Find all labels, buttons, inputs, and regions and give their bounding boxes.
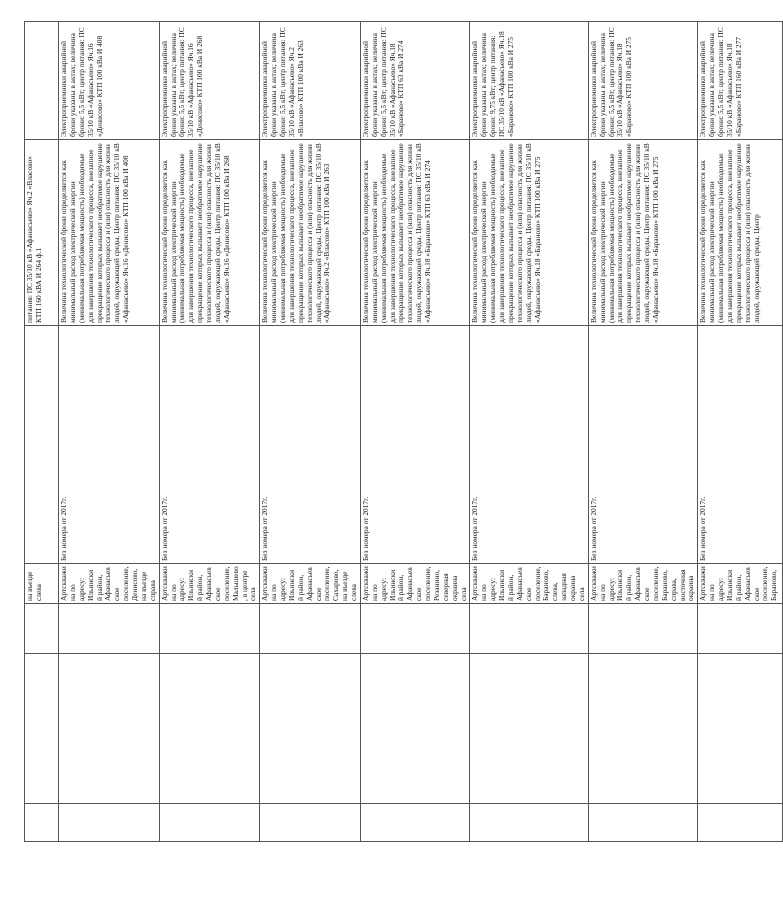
cell-empty [260,804,361,842]
table-row [698,22,783,842]
reason-text: Без номера от 2017г. [588,496,598,561]
cell-description [25,140,59,326]
cell-empty [698,804,783,842]
note-text: Электроприемники аварийной брони указаны в актах; величина брони: 5,5 кВт; центр питания: ПС 35/10 кВ «Афанасьево» Яч.18 «Бараново» КТП 100 кВа И 275 [588,27,634,137]
cell-address [470,564,588,604]
cell-address [159,564,260,604]
cell-description [470,140,588,326]
note-text: Электроприемники аварийной брони указаны в актах; величина брони: 5,5 кВт; центр питания: ПС 35/10 кВ «Афанасьево» Яч.16 «Денисово» КТП 100 кВа И 268 [159,27,205,137]
cell-empty [470,604,588,654]
cell-empty [25,604,59,654]
cell-empty [698,604,783,654]
cell-description [159,140,260,326]
cell-description [698,140,783,326]
cell-description [360,140,470,326]
note-text: Электроприемники аварийной брони указаны в актах; величина брони: 5,5 кВт; центр питания: ПС 35/10 кВ «Афанасьево» Яч.2 «Власово» КТП 100 кВа И 263 [260,27,305,137]
cell-address [588,564,698,604]
cell-empty [588,654,698,804]
reason-text: Без номера от 2017г. [470,496,480,561]
address-text: Артскважина по адресу: Ильинский район, Афанасьевское поселение, Резанино, северная окраина села [360,566,468,601]
cell-reason [470,326,588,564]
note-text: Электроприемники аварийной брони указаны в актах; величина брони: 5,5 кВт; центр питания: ПС 35/10 кВ «Афанасьево» Яч.18 «Бараново» КТП 63 кВа И 274 [360,27,406,137]
cell-empty [360,654,470,804]
cell-empty [698,654,783,804]
cell-empty [59,804,160,842]
cell-empty [588,604,698,654]
description-text: Величина технологической брони определяется как минимальный расход электрической энергии (минимальная потребляемая мощность) необходимые для завершения технологического процесса, внезапное прекращение которых вызывает необратимое нарушение технологического процесса и (или) опасность для жизни людей, окружающей среды. Центр питания: ПС 35/10 кВ «Афанасьево» Яч.18 «Бараново» КТП 100 кВа И 275 [588,143,660,323]
cell-empty [159,804,260,842]
cell-reason [159,326,260,564]
cell-empty [260,654,361,804]
cell-address [25,564,59,604]
table-row [588,22,698,842]
cell-empty [470,804,588,842]
cell-note [470,22,588,140]
emergency-reserve-table [24,21,783,842]
cell-note [698,22,783,140]
table-row [360,22,470,842]
cell-note [588,22,698,140]
cell-note [260,22,361,140]
rotated-table-container [24,22,779,842]
cell-empty [25,326,59,564]
table-row [159,22,260,842]
cell-empty [25,654,59,804]
address-text: Артскважина по адресу: Ильинский район, Афанасьевское поселение, Денисово, на въезде справа [59,566,157,601]
cell-empty [25,22,59,140]
cell-reason [588,326,698,564]
cell-empty [25,804,59,842]
table-row [470,22,588,842]
description-text: питания: ПС 35/10 кВ «Афанасьево» Яч.2 «Власово» КТП 160 кВА И 264 ф.1 [25,156,43,323]
cell-reason [698,326,783,564]
description-text: Величина технологической брони определяется как минимальный расход электрической энергии (минимальная потребляемая мощность) необходимые для завершения технологического процесса, внезапное прекращение которых вызывает необратимое нарушение технологического процесса и (или) опасность для жизни людей, окружающей среды. Центр питания: ПС 35/10 кВ «Афанасьево» Яч.18 «Бараново» КТП 100 кВа И 275 [470,143,542,323]
cell-description [588,140,698,326]
cell-description [260,140,361,326]
cell-empty [470,654,588,804]
reason-text: Без номера от 2017г. [159,496,169,561]
address-text: Артскважина по адресу: Ильинский район, Афанасьевское поселение, Бараново, [698,566,779,601]
cell-address [260,564,361,604]
cell-empty [588,804,698,842]
address-text: Артскважина по адресу: Ильинский район, Афанасьевское поселение, Бараново, слева, западная окраина села [470,566,586,601]
note-text: Электроприемники аварийной брони указаны в актах; величина брони: 5,5 кВт; центр питания: ПС 35/10 кВ «Афанасьево» Яч.18 «Бараново» КТП 160 кВа И 277 [698,27,743,137]
table-row [59,22,160,842]
note-text: Электроприемники аварийной брони указаны в актах; величина брони: 9,75 кВт; центр питания: ПС 35/10 кВ «Афанасьево» Яч.18 «Бараново» КТП 100 кВа И 275 [470,31,515,137]
cell-empty [260,604,361,654]
reason-text: Без номера от 2017г. [59,496,68,561]
description-text: Величина технологической брони определяется как минимальный расход электрической энергии (минимальная потребляемая мощность) необходимые для завершения технологического процесса, внезапное прекращение которых вызывает необратимое нарушение технологического процесса и (или) опасность для жизни людей, окружающей среды. Центр питания: ПС 35/10 кВ «Афанасьево» Яч.16 «Денисово» КТП 100 кВа И 408 [59,143,131,323]
cell-note [360,22,470,140]
cell-note [159,22,260,140]
cell-note [59,22,160,140]
description-text: Величина технологической брони определяется как минимальный расход электрической энергии (минимальная потребляемая мощность) необходимые для завершения технологического процесса, внезапное прекращение которых вызывает необратимое нарушение технологического процесса и (или) опасность для жизни людей, окружающей среды. Центр питания: ПС 35/10 кВ «Афанасьево» Яч.16 «Денисово» КТП 100 кВа И 268 [159,143,231,323]
table-row-continuation [25,22,59,842]
reason-text: Без номера от 2017г. [360,496,370,561]
cell-empty [159,604,260,654]
cell-empty [360,604,470,654]
address-text: Артскважина по адресу: Ильинский район, Афанасьевское поселение, Малышево, в центре села [159,566,258,601]
table-row [260,22,361,842]
cell-reason [360,326,470,564]
cell-empty [360,804,470,842]
cell-empty [59,604,160,654]
address-text: Артскважина по адресу: Ильинский район, Афанасьевское поселение, Бараново, справа, восточная окраина [588,566,696,601]
address-text: на въезде слева [25,571,43,601]
cell-empty [159,654,260,804]
description-text: Величина технологической брони определяется как минимальный расход электрической энергии (минимальная потребляемая мощность) необходимые для завершения технологического процесса, внезапное прекращение которых вызывает необратимое нарушение технологического процесса и (или) опасность для жизни людей, окружающей среды. Центр питания: ПС 35/10 кВ «Афанасьево» Яч.2 «Власово» КТП 100 кВа И 263 [260,143,332,323]
cell-reason [59,326,160,564]
note-text: Электроприемники аварийной брони указаны в актах; величина брони: 5,5 кВт; центр питания: ПС 35/10 кВ «Афанасьево» Яч.16 «Денисово» КТП 100 кВа И 408 [59,27,104,137]
reason-text: Без номера от 2017г. [260,496,270,561]
description-text: Величина технологической брони определяется как минимальный расход электрической энергии (минимальная потребляемая мощность) необходимые для завершения технологического процесса, внезапное прекращение которых вызывает необратимое нарушение технологического процесса и (или) опасность для жизни людей, окружающей среды. Центр [698,143,761,323]
cell-empty [59,654,160,804]
cell-description [59,140,160,326]
cell-address [59,564,160,604]
cell-address [698,564,783,604]
description-text: Величина технологической брони определяется как минимальный расход электрической энергии (минимальная потребляемая мощность) необходимые для завершения технологического процесса, внезапное прекращение которых вызывает необратимое нарушение технологического процесса и (или) опасность для жизни людей, окружающей среды. Центр питания: ПС 35/10 кВ «Афанасьево» Яч.18 «Бараново» КТП 63 кВа И 274 [360,143,432,323]
reason-text: Без номера от 2017г. [698,496,708,561]
cell-reason [260,326,361,564]
address-text: Артскважина по адресу: Ильинский район, Афанасьевское поселение, Сахарово, на въезде слева [260,566,358,601]
cell-address [360,564,470,604]
